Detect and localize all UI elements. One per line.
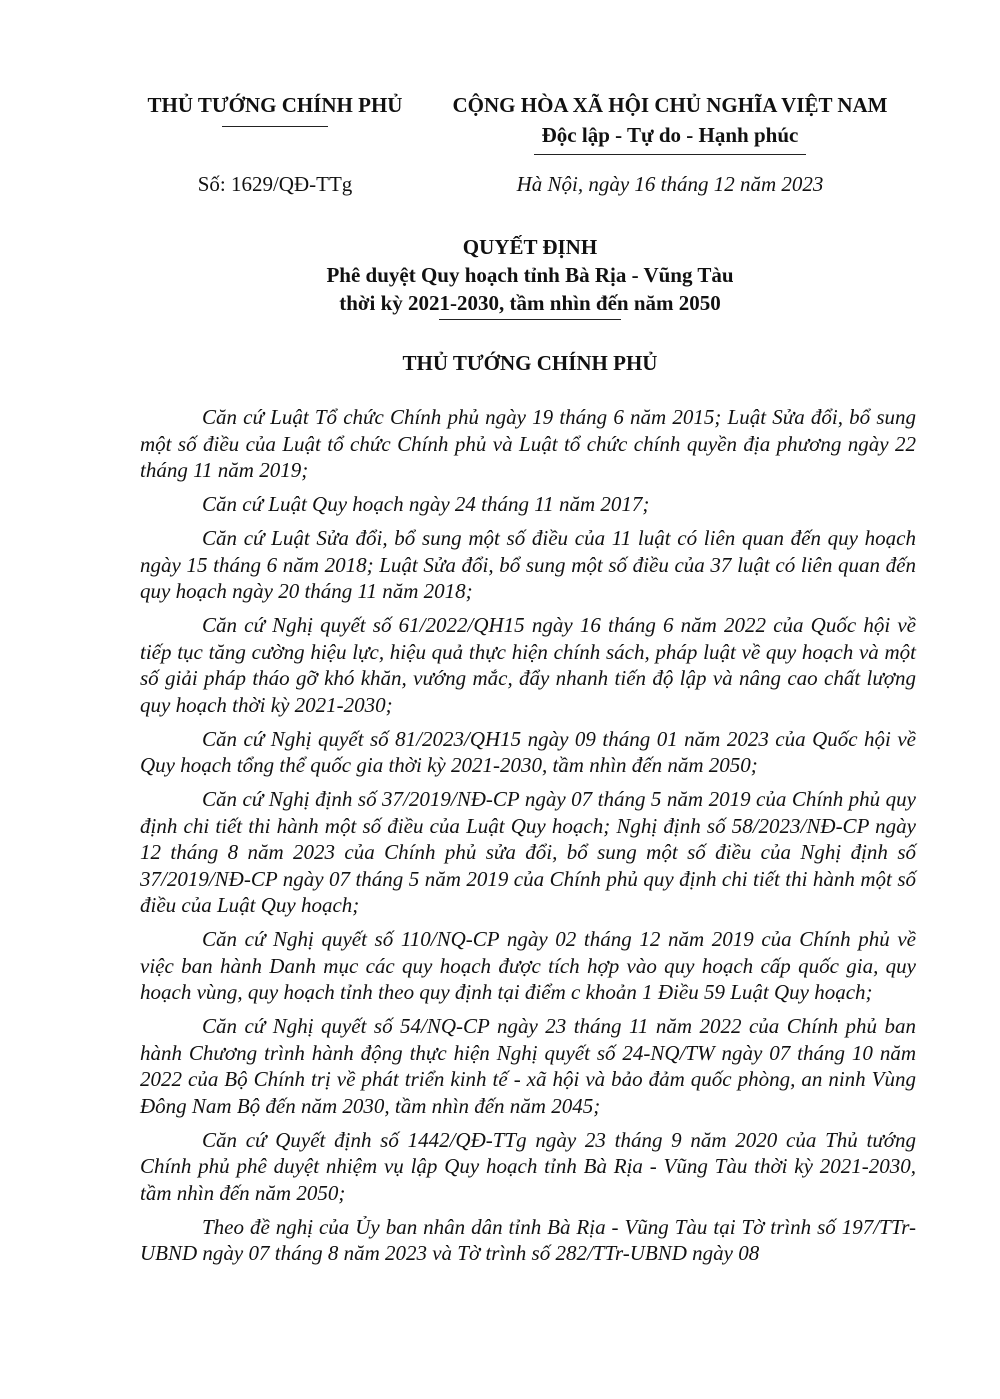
legal-basis-paragraph: Căn cứ Luật Tổ chức Chính phủ ngày 19 tháng 6 năm 2015; Luật Sửa đổi, bổ sung một số điều của Luật tổ chức Chính phủ và Luật tổ chức chính quyền địa phương ngày 22 tháng 11 năm 2019;	[140, 405, 916, 482]
national-header	[420, 90, 920, 155]
decision-heading	[140, 233, 920, 320]
document-number: Số: 1629/QĐ-TTg	[197, 172, 353, 196]
proposal-paragraph: Theo đề nghị của Ủy ban nhân dân tỉnh Bà Rịa - Vũng Tàu tại Tờ trình số 197/TTr-UBND ngày 07 tháng 8 năm 2023 và Tờ trình số 282/TTr-UBND ngày 08	[140, 1214, 916, 1265]
legal-basis-paragraph: Căn cứ Quyết định số 1442/QĐ-TTg ngày 23 tháng 9 năm 2020 của Thủ tướng Chính phủ phê duyệt nhiệm vụ lập Quy hoạch tỉnh Bà Rịa - Vũng Tàu thời kỳ 2021-2030, tầm nhìn đến năm 2050;	[140, 1127, 916, 1205]
legal-basis-paragraph: Căn cứ Nghị quyết số 54/NQ-CP ngày 23 tháng 11 năm 2022 của Chính phủ ban hành Chương trình hành động thực hiện Nghị quyết số 24-NQ/TW ngày 07 tháng 10 năm 2022 của Bộ Chính trị về phát triển kinh tế - xã hội và bảo đảm quốc phòng, an ninh Vùng Đông Nam Bộ đến năm 2030, tầm nhìn đến năm 2045;	[140, 1014, 916, 1118]
national-motto: Độc lập - Tự do - Hạnh phúc	[541, 123, 799, 147]
decision-title-line1: Phê duyệt Quy hoạch tỉnh Bà Rịa - Vũng Tàu	[326, 263, 734, 287]
legal-basis-paragraph: Căn cứ Nghị định số 37/2019/NĐ-CP ngày 07 tháng 5 năm 2019 của Chính phủ quy định chi tiết thi hành một số điều của Luật Quy hoạch; Nghị định số 58/2023/NĐ-CP ngày 12 tháng 8 năm 2023 của Chính phủ sửa đổi, bổ sung một số điều của Nghị định số 37/2019/NĐ-CP ngày 07 tháng 5 năm 2019 của Chính phủ quy định chi tiết thi hành một số điều của Luật Quy hoạch;	[140, 787, 916, 917]
decision-title-line2: thời kỳ 2021-2030, tầm nhìn đến năm 2050	[339, 291, 721, 315]
place-date: Hà Nội, ngày 16 tháng 12 năm 2023	[516, 172, 824, 196]
issuer-title: THỦ TƯỚNG CHÍNH PHỦ	[147, 93, 403, 117]
decision-label: QUYẾT ĐỊNH	[462, 235, 598, 259]
legal-basis-paragraph: Căn cứ Luật Quy hoạch ngày 24 tháng 11 năm 2017;	[202, 492, 650, 516]
document-body	[140, 404, 916, 1274]
legal-basis-paragraph: Căn cứ Nghị quyết số 81/2023/QH15 ngày 09 tháng 01 năm 2023 của Quốc hội về Quy hoạch tổng thể quốc gia thời kỳ 2021-2030, tầm nhìn đến năm 2050;	[140, 726, 916, 777]
legal-basis-paragraph: Căn cứ Nghị quyết số 110/NQ-CP ngày 02 tháng 12 năm 2019 của Chính phủ về việc ban hành Danh mục các quy hoạch được tích hợp vào quy hoạch cấp quốc gia, quy hoạch vùng, quy hoạch tỉnh theo quy định tại điểm c khoản 1 Điều 59 Luật Quy hoạch;	[140, 927, 916, 1004]
decision-underline	[439, 319, 621, 320]
authority-heading: THỦ TƯỚNG CHÍNH PHỦ	[402, 351, 658, 375]
motto-underline	[534, 154, 806, 155]
legal-basis-paragraph: Căn cứ Nghị quyết số 61/2022/QH15 ngày 16 tháng 6 năm 2022 của Quốc hội về tiếp tục tăng cường hiệu lực, hiệu quả thực hiện chính sách, pháp luật về quy hoạch và một số giải pháp tháo gỡ khó khăn, vướng mắc, đẩy nhanh tiến độ lập và nâng cao chất lượng quy hoạch thời kỳ 2021-2030;	[140, 613, 916, 717]
issuer-underline	[222, 126, 328, 127]
legal-basis-paragraph: Căn cứ Luật Sửa đổi, bổ sung một số điều của 11 luật có liên quan đến quy hoạch ngày 15 tháng 6 năm 2018; Luật Sửa đổi, bổ sung một số điều của 37 luật có liên quan đến quy hoạch ngày 20 tháng 11 năm 2018;	[140, 526, 916, 603]
issuer-block	[140, 90, 410, 127]
national-title: CỘNG HÒA XÃ HỘI CHỦ NGHĨA VIỆT NAM	[452, 93, 888, 117]
